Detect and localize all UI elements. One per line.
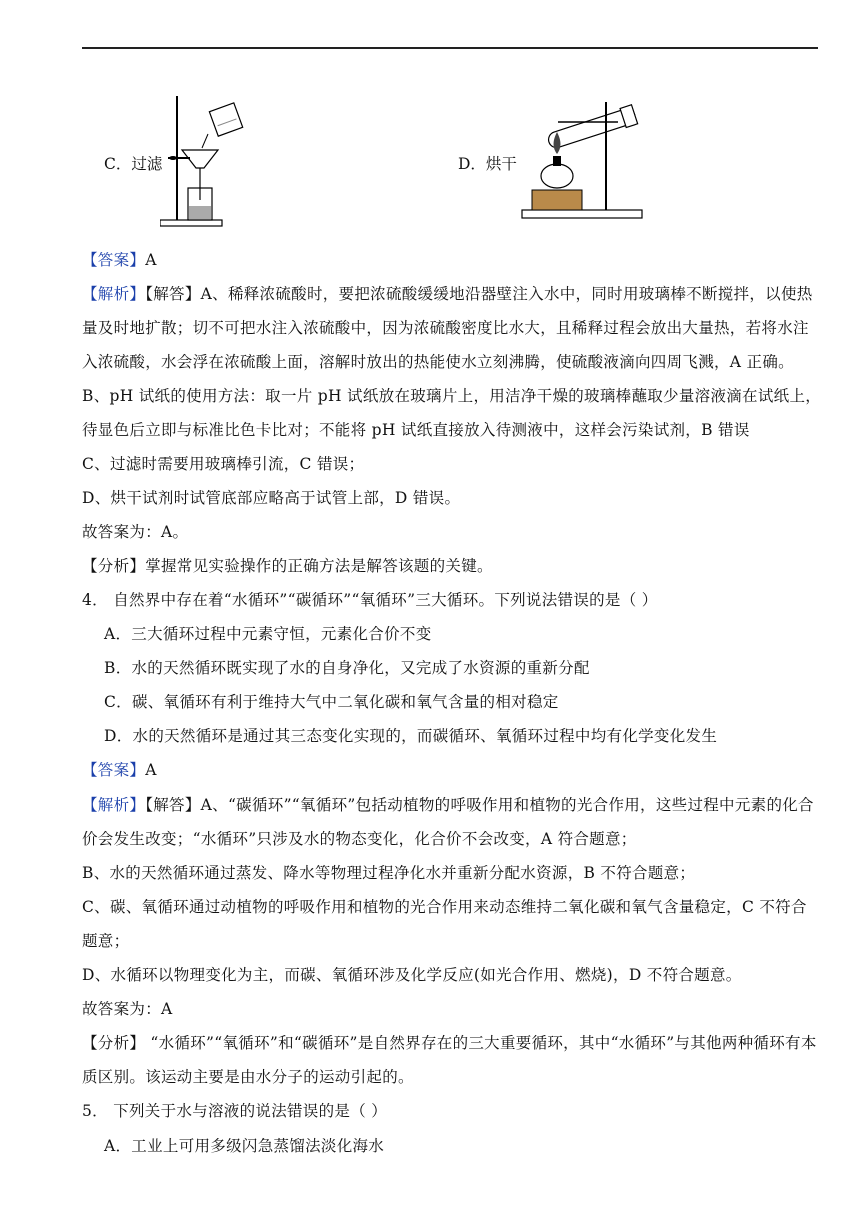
q4-option-a: A．三大循环过程中元素守恒，元素化合价不变 — [104, 625, 432, 643]
answer-tag: 【答案】 — [82, 761, 146, 779]
q4-analysis-summary-2: 质区别。该运动主要是由水分子的运动引起的。 — [82, 1068, 414, 1086]
answer-value: A — [145, 251, 157, 269]
q3-analysis-summary: 【分析】掌握常见实验操作的正确方法是解答该题的关键。 — [82, 557, 493, 575]
q4-analysis-line-1: 【解析】【解答】A、“碳循环”“氧循环”包括动植物的呼吸作用和植物的光合作用，这些过程中元素的化合 — [82, 796, 814, 814]
q4-option-b: B．水的天然循环既实现了水的自身净化，又完成了水资源的重新分配 — [104, 659, 590, 677]
q3-analysis-line-4: B、pH 试纸的使用方法：取一片 pH 试纸放在玻璃片上，用洁净干燥的玻璃棒蘸取少量溶液滴在试纸上， — [82, 387, 822, 405]
q3-analysis-line-6: C、过滤时需要用玻璃棒引流，C 错误； — [82, 455, 365, 473]
q4-analysis-line-4: C、碳、氧循环通过动植物的呼吸作用和植物的光合作用来动态维持二氧化碳和氧气含量稳定，C 不符合 — [82, 898, 807, 916]
answer-tag: 【答案】 — [82, 251, 146, 269]
q4-conclusion: 故答案为：A — [82, 1000, 173, 1018]
option-c-label: C．过滤 — [104, 155, 163, 173]
q4-answer-line — [82, 760, 157, 780]
q4-option-d: D．水的天然循环是通过其三态变化实现的，而碳循环、氧循环过程中均有化学变化发生 — [104, 727, 718, 745]
q3-analysis-line-5: 待显色后立即与标准比色卡比对；不能将 pH 试纸直接放入待测液中，这样会污染试剂，B 错误 — [82, 421, 750, 439]
q3-analysis-line-3: 入浓硫酸，水会浮在浓硫酸上面，溶解时放出的热能使水立刻沸腾，使硫酸液滴向四周飞溅，A 正确。 — [82, 353, 794, 371]
analysis-tag: 【解析】 — [82, 796, 146, 814]
answer-value: A — [145, 761, 157, 779]
q4-analysis-line-3: B、水的天然循环通过蒸发、降水等物理过程净化水并重新分配水资源，B 不符合题意； — [82, 864, 696, 882]
q3-analysis-line-2: 量及时地扩散；切不可把水注入浓硫酸中，因为浓硫酸密度比水大，且稀释过程会放出大量热，若将水注 — [82, 319, 809, 337]
q4-option-c: C．碳、氧循环有利于维持大气中二氧化碳和氧气含量的相对稳定 — [104, 693, 559, 711]
q3-answer-line — [82, 250, 157, 270]
header-rule — [82, 47, 818, 49]
analysis-tag: 【解析】 — [82, 285, 146, 303]
q4-analysis-line-2: 价会发生改变；“水循环”只涉及水的物态变化，化合价不会改变，A 符合题意； — [82, 830, 637, 848]
option-d-label: D．烘干 — [458, 155, 517, 173]
q3-analysis-line-1: 【解析】【解答】A、稀释浓硫酸时，要把浓硫酸缓缓地沿器壁注入水中，同时用玻璃棒不断搅拌，以使热 — [82, 285, 813, 303]
q5-option-a: A．工业上可用多级闪急蒸馏法淡化海水 — [104, 1137, 385, 1155]
q4-analysis-line-6: D、水循环以物理变化为主，而碳、氧循环涉及化学反应(如光合作用、燃烧)，D 不符合题意。 — [82, 966, 742, 984]
drying-apparatus-image — [518, 92, 648, 232]
q5-stem: 5． 下列关于水与溶液的说法错误的是（ ） — [82, 1102, 388, 1120]
q3-conclusion: 故答案为：A。 — [82, 523, 189, 541]
q4-stem: 4． 自然界中存在着“水循环”“碳循环”“氧循环”三大循环。下列说法错误的是（ ） — [82, 591, 658, 609]
q4-analysis-line-5: 题意； — [82, 932, 130, 950]
q4-analysis-summary-1: 【分析】 “水循环”“氧循环”和“碳循环”是自然界存在的三大重要循环，其中“水循环”与其他两种循环有本 — [82, 1034, 817, 1052]
q3-analysis-line-7: D、烘干试剂时试管底部应略高于试管上部，D 错误。 — [82, 489, 461, 507]
filtration-apparatus-image — [160, 92, 260, 232]
